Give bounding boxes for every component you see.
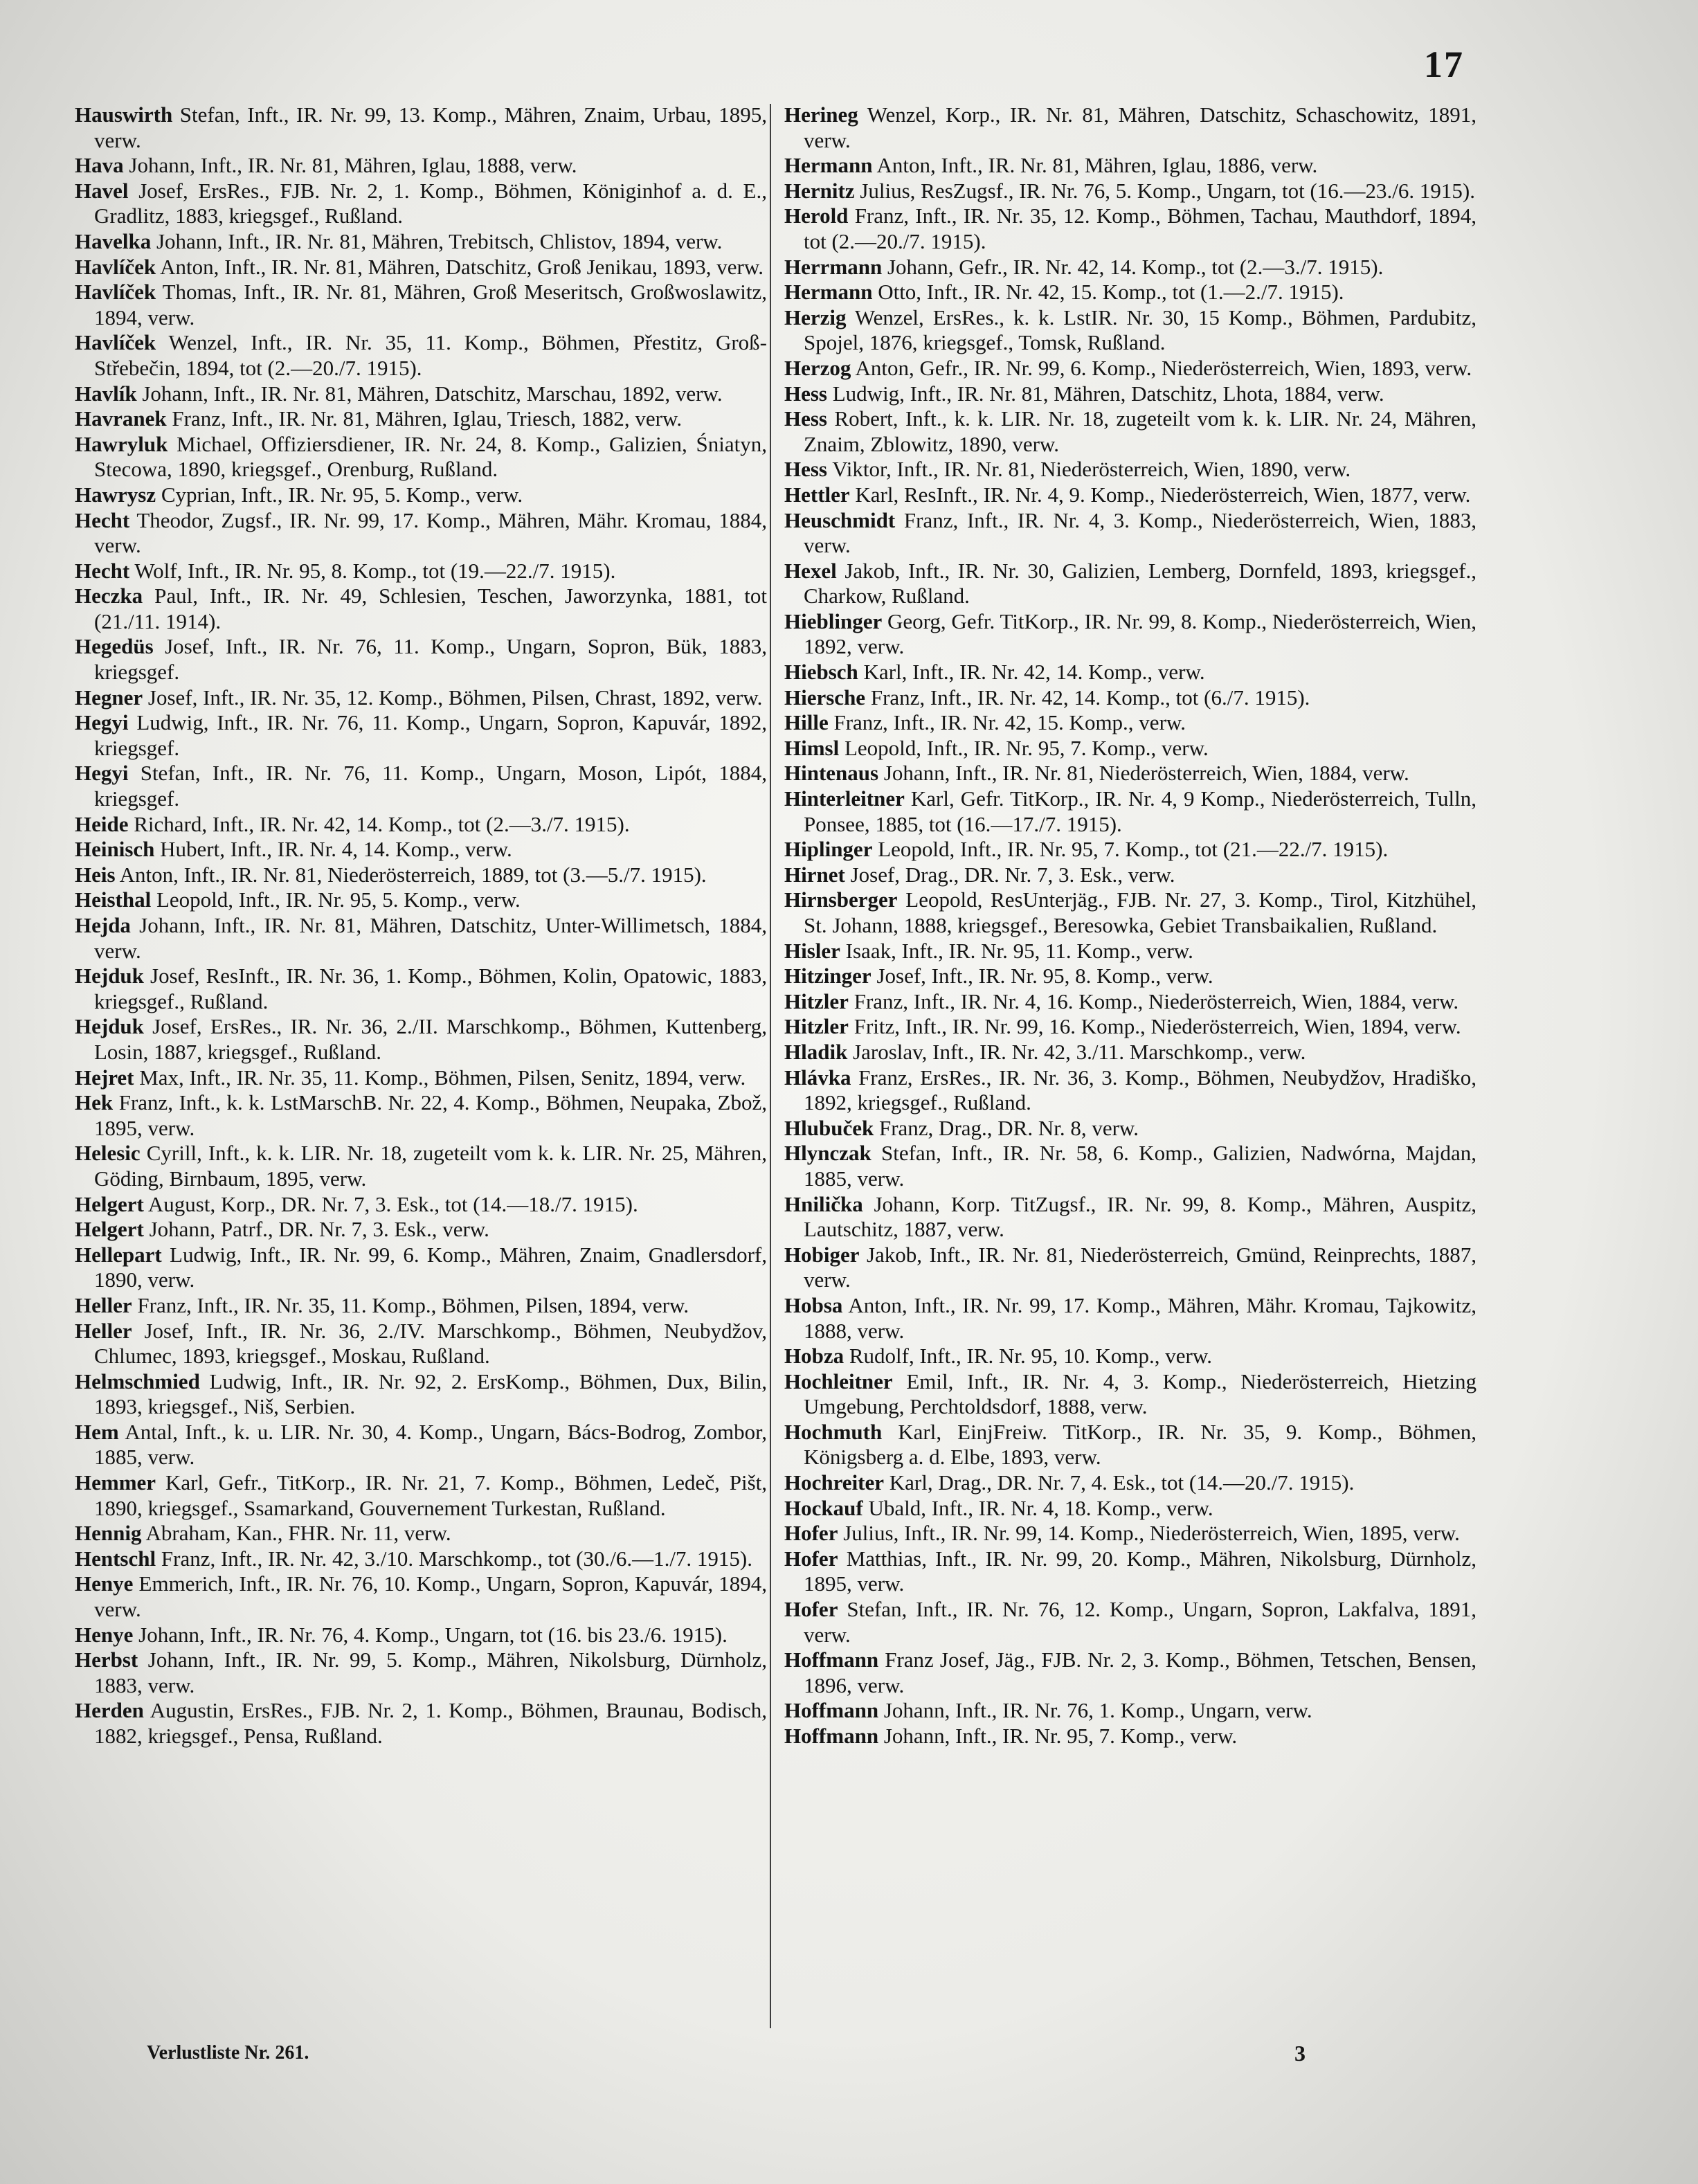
list-entry <box>75 964 767 1014</box>
left-column <box>75 102 767 1749</box>
entry-surname: Havranek <box>75 406 167 431</box>
entry-details: Franz, Inft., IR. Nr. 4, 3. Komp., Niederösterreich, Wien, 1883, verw. <box>804 507 1477 558</box>
entry-details: Thomas, Inft., IR. Nr. 81, Mähren, Groß Meseritsch, Großwoslawitz, 1894, verw. <box>94 280 767 330</box>
list-entry <box>75 255 767 280</box>
list-entry <box>784 710 1476 736</box>
entry-surname: Hochleitner <box>784 1369 893 1393</box>
footer-signature: 3 <box>1294 2041 1306 2066</box>
entry-details: Richard, Inft., IR. Nr. 42, 14. Komp., tot (2.—3./7. 1915). <box>134 811 630 836</box>
entry-surname: Hieblinger <box>784 608 883 633</box>
entry-surname: Hegedüs <box>75 634 154 659</box>
entry-details: Leopold, Inft., IR. Nr. 95, 5. Komp., verw. <box>156 887 521 912</box>
entry-details: Johann, Inft., IR. Nr. 76, 1. Komp., Ungarn, verw. <box>883 1698 1312 1723</box>
entry-details: Julius, Inft., IR. Nr. 99, 14. Komp., Niederösterreich, Wien, 1895, verw. <box>843 1521 1460 1546</box>
list-entry <box>784 1293 1476 1344</box>
entry-details: Josef, ErsRes., FJB. Nr. 2, 1. Komp., Böhmen, Königinhof a. d. E., Gradlitz, 1883, kriegsgef., Rußland. <box>94 178 767 228</box>
entry-details: Johann, Inft., IR. Nr. 81, Mähren, Datschitz, Marschau, 1892, verw. <box>142 381 723 406</box>
entry-surname: Hava <box>75 153 124 178</box>
entry-surname: Hlynczak <box>784 1141 871 1166</box>
entry-surname: Hiersche <box>784 685 866 710</box>
list-entry <box>75 1521 767 1546</box>
entry-details: Karl, Inft., IR. Nr. 42, 14. Komp., verw. <box>863 660 1205 685</box>
entry-details: Stefan, Inft., IR. Nr. 76, 11. Komp., Ungarn, Moson, Lipót, 1884, kriegsgef. <box>94 761 767 811</box>
list-entry <box>784 964 1476 989</box>
column-divider <box>770 104 771 2028</box>
entry-details: Anton, Gefr., IR. Nr. 99, 6. Komp., Niederösterreich, Wien, 1893, verw. <box>855 355 1472 380</box>
entry-surname: Hochmuth <box>784 1419 883 1444</box>
entry-details: Josef, ErsRes., IR. Nr. 36, 2./II. Marschkomp., Böhmen, Kuttenberg, Losin, 1887, kriegsgef., Rußland. <box>94 1014 767 1064</box>
entry-surname: Hofer <box>784 1521 838 1546</box>
entry-details: Franz, Inft., IR. Nr. 42, 3./10. Marschkomp., tot (30./6.—1./7. 1915). <box>161 1546 753 1571</box>
entry-details: Johann, Inft., IR. Nr. 95, 7. Komp., verw. <box>883 1724 1238 1748</box>
entry-details: Wenzel, ErsRes., k. k. LstIR. Nr. 30, 15 Komp., Böhmen, Pardubitz, Spojel, 1876, kriegsgef., Tomsk, Rußland. <box>804 305 1476 355</box>
entry-surname: Hejda <box>75 913 131 937</box>
entry-details: Franz, Drag., DR. Nr. 8, verw. <box>878 1115 1139 1140</box>
list-entry <box>784 609 1476 660</box>
list-entry <box>784 356 1476 381</box>
entry-surname: Hnilička <box>784 1191 863 1216</box>
entry-surname: Hauswirth <box>75 102 173 127</box>
entry-details: Karl, EinjFreiw. TitKorp., IR. Nr. 35, 9. Komp., Böhmen, Königsberg a. d. Elbe, 1893, verw. <box>804 1419 1477 1470</box>
entry-details: August, Korp., DR. Nr. 7, 3. Esk., tot (14.—18./7. 1915). <box>147 1191 638 1216</box>
list-entry <box>784 1369 1476 1420</box>
entry-surname: Hockauf <box>784 1495 863 1520</box>
list-entry <box>784 1420 1476 1470</box>
entry-details: Augustin, ErsRes., FJB. Nr. 2, 1. Komp., Böhmen, Braunau, Bodisch, 1882, kriegsgef., Pensa, Rußland. <box>94 1698 767 1748</box>
list-entry <box>784 1470 1476 1496</box>
list-entry <box>75 1065 767 1091</box>
list-entry <box>75 1369 767 1420</box>
entry-details: Stefan, Inft., IR. Nr. 58, 6. Komp., Galizien, Nadwórna, Majdan, 1885, verw. <box>804 1141 1476 1191</box>
entry-details: Johann, Inft., IR. Nr. 76, 4. Komp., Ungarn, tot (16. bis 23./6. 1915). <box>138 1622 728 1647</box>
list-entry <box>75 913 767 964</box>
list-entry <box>75 812 767 838</box>
entry-details: Anton, Inft., IR. Nr. 81, Niederösterreich, 1889, tot (3.—5./7. 1915). <box>119 862 707 887</box>
list-entry <box>784 761 1476 786</box>
entry-details: Karl, Gefr., TitKorp., IR. Nr. 21, 7. Komp., Böhmen, Ledeč, Pišt, 1890, kriegsgef., Ssamarkand, Gouvernement Turkestan, Rußland. <box>94 1470 767 1520</box>
entry-details: Julius, ResZugsf., IR. Nr. 76, 5. Komp., Ungarn, tot (16.—23./6. 1915). <box>860 178 1475 203</box>
entry-details: Karl, Drag., DR. Nr. 7, 4. Esk., tot (14.—20./7. 1915). <box>889 1470 1355 1495</box>
entry-surname: Hegyi <box>75 710 129 735</box>
list-entry <box>75 584 767 634</box>
entry-details: Emmerich, Inft., IR. Nr. 76, 10. Komp., Ungarn, Sopron, Kapuvár, 1894, verw. <box>94 1571 767 1622</box>
list-entry <box>75 102 767 153</box>
entry-surname: Hinterleitner <box>784 786 905 811</box>
entry-surname: Henye <box>75 1571 134 1596</box>
entry-surname: Herineg <box>784 102 858 127</box>
entry-details: Fritz, Inft., IR. Nr. 99, 16. Komp., Niederösterreich, Wien, 1894, verw. <box>853 1014 1461 1039</box>
entry-details: Wolf, Inft., IR. Nr. 95, 8. Komp., tot (19.—22./7. 1915). <box>134 558 616 583</box>
entry-details: Abraham, Kan., FHR. Nr. 11, verw. <box>145 1521 451 1546</box>
list-entry <box>784 1496 1476 1522</box>
entry-surname: Havlíček <box>75 280 156 305</box>
entry-surname: Hitzler <box>784 989 849 1013</box>
entry-details: Karl, Gefr. TitKorp., IR. Nr. 4, 9 Komp., Niederösterreich, Tulln, Ponsee, 1885, tot (16.—17./7. 1915). <box>804 786 1476 836</box>
entry-details: Josef, Drag., DR. Nr. 7, 3. Esk., verw. <box>850 862 1175 887</box>
entry-surname: Hess <box>784 406 827 431</box>
entry-details: Stefan, Inft., IR. Nr. 76, 12. Komp., Ungarn, Sopron, Lakfalva, 1891, verw. <box>804 1597 1477 1647</box>
entry-details: Theodor, Zugsf., IR. Nr. 99, 17. Komp., Mähren, Mähr. Kromau, 1884, verw. <box>94 507 767 558</box>
entry-surname: Herbst <box>75 1648 138 1672</box>
entry-surname: Hernitz <box>784 178 855 203</box>
entry-surname: Hladik <box>784 1039 848 1064</box>
list-entry <box>784 1698 1476 1724</box>
entry-details: Matthias, Inft., IR. Nr. 99, 20. Komp., Mähren, Nikolsburg, Dürnholz, 1895, verw. <box>804 1546 1476 1596</box>
entry-surname: Hawrysz <box>75 482 156 507</box>
list-entry <box>75 887 767 913</box>
entry-surname: Heller <box>75 1292 132 1317</box>
entry-details: Leopold, Inft., IR. Nr. 95, 7. Komp., verw. <box>844 735 1209 760</box>
entry-details: Franz, Inft., IR. Nr. 35, 12. Komp., Böhmen, Tachau, Mauthdorf, 1894, tot (2.—20./7. 1915). <box>804 204 1477 253</box>
entry-surname: Hek <box>75 1090 114 1115</box>
entry-details: Wenzel, Korp., IR. Nr. 81, Mähren, Datschitz, Schaschowitz, 1891, verw. <box>804 102 1476 152</box>
entry-details: Ludwig, Inft., IR. Nr. 81, Mähren, Datschitz, Lhota, 1884, verw. <box>832 381 1384 406</box>
entry-surname: Hejduk <box>75 964 144 989</box>
list-entry <box>784 786 1476 837</box>
list-entry <box>75 1014 767 1065</box>
list-entry <box>75 179 767 229</box>
entry-surname: Himsl <box>784 735 840 760</box>
entry-details: Jakob, Inft., IR. Nr. 30, Galizien, Lemberg, Dornfeld, 1893, kriegsgef., Charkow, Rußland. <box>804 558 1476 608</box>
entry-details: Karl, ResInft., IR. Nr. 4, 9. Komp., Niederösterreich, Wien, 1877, verw. <box>855 482 1471 507</box>
list-entry <box>784 457 1476 482</box>
entry-surname: Heller <box>75 1318 132 1343</box>
entry-details: Leopold, Inft., IR. Nr. 95, 7. Komp., tot (21.—22./7. 1915). <box>878 837 1389 862</box>
entry-details: Cyrill, Inft., k. k. LIR. Nr. 18, zugeteilt vom k. k. LIR. Nr. 25, Mähren, Göding, Birnbaum, 1895, verw. <box>94 1141 768 1191</box>
entry-details: Josef, Inft., IR. Nr. 95, 8. Komp., verw. <box>876 964 1213 989</box>
list-entry <box>784 559 1476 609</box>
entry-surname: Hitzinger <box>784 964 871 989</box>
entry-surname: Hegner <box>75 685 143 710</box>
entry-surname: Hecht <box>75 558 130 583</box>
entry-surname: Hobsa <box>784 1292 843 1317</box>
list-entry <box>784 255 1476 280</box>
right-column <box>784 102 1476 1749</box>
entry-details: Ludwig, Inft., IR. Nr. 76, 11. Komp., Ungarn, Sopron, Kapuvár, 1892, kriegsgef. <box>94 710 767 760</box>
list-entry <box>75 1571 767 1622</box>
entry-details: Johann, Inft., IR. Nr. 81, Mähren, Iglau, 1888, verw. <box>129 153 577 178</box>
entry-surname: Hobiger <box>784 1242 860 1267</box>
entry-surname: Hegyi <box>75 761 129 786</box>
list-entry <box>784 381 1476 407</box>
entry-surname: Hejduk <box>75 1014 144 1039</box>
list-entry <box>784 406 1476 457</box>
entry-details: Viktor, Inft., IR. Nr. 81, Niederösterreich, Wien, 1890, verw. <box>832 457 1351 482</box>
entry-details: Josef, ResInft., IR. Nr. 36, 1. Komp., Böhmen, Kolin, Opatowic, 1883, kriegsgef., Rußland. <box>94 964 767 1013</box>
entry-details: Ubald, Inft., IR. Nr. 4, 18. Komp., verw. <box>868 1495 1213 1520</box>
list-entry <box>784 1065 1476 1116</box>
entry-details: Johann, Inft., IR. Nr. 81, Niederösterreich, Wien, 1884, verw. <box>883 761 1409 786</box>
entry-surname: Hexel <box>784 558 837 583</box>
entry-details: Ludwig, Inft., IR. Nr. 92, 2. ErsKomp., Böhmen, Dux, Bilin, 1893, kriegsgef., Niš, Serbien. <box>94 1369 767 1419</box>
list-entry <box>75 1319 767 1369</box>
list-entry <box>75 559 767 584</box>
entry-surname: Hem <box>75 1419 119 1444</box>
entry-surname: Hemmer <box>75 1470 156 1495</box>
list-entry <box>784 685 1476 711</box>
entry-details: Stefan, Inft., IR. Nr. 99, 13. Komp., Mähren, Znaim, Urbau, 1895, verw. <box>94 102 767 152</box>
list-entry <box>75 1243 767 1293</box>
list-entry <box>784 1040 1476 1065</box>
entry-details: Johann, Gefr., IR. Nr. 42, 14. Komp., tot (2.—3./7. 1915). <box>887 254 1384 279</box>
entry-details: Josef, Inft., IR. Nr. 76, 11. Komp., Ungarn, Sopron, Bük, 1883, kriegsgef. <box>94 634 768 685</box>
entry-details: Johann, Inft., IR. Nr. 81, Mähren, Trebitsch, Chlistov, 1894, verw. <box>156 228 723 253</box>
list-entry <box>784 1597 1476 1648</box>
entry-details: Otto, Inft., IR. Nr. 42, 15. Komp., tot (1.—2./7. 1915). <box>878 280 1344 305</box>
entry-surname: Havel <box>75 178 129 203</box>
entry-details: Franz, Inft., IR. Nr. 81, Mähren, Iglau, Triesch, 1882, verw. <box>172 406 683 431</box>
entry-surname: Hiebsch <box>784 660 858 685</box>
list-entry <box>784 1116 1476 1141</box>
entry-details: Isaak, Inft., IR. Nr. 95, 11. Komp., verw. <box>845 938 1193 963</box>
list-entry <box>75 710 767 761</box>
entry-details: Georg, Gefr. TitKorp., IR. Nr. 99, 8. Komp., Niederösterreich, Wien, 1892, verw. <box>804 608 1477 659</box>
entry-surname: Havlíček <box>75 254 156 279</box>
list-entry <box>784 1192 1476 1243</box>
entry-details: Emil, Inft., IR. Nr. 4, 3. Komp., Niederösterreich, Hietzing Umgebung, Perchtoldsdorf, 1888, verw. <box>804 1369 1476 1419</box>
entry-details: Josef, Inft., IR. Nr. 36, 2./IV. Marschkomp., Böhmen, Neubydžov, Chlumec, 1893, kriegsgef., Moskau, Rußland. <box>94 1318 767 1369</box>
entry-details: Wenzel, Inft., IR. Nr. 35, 11. Komp., Böhmen, Přestitz, Groß-Střebečin, 1894, tot (2.—20./7. 1915). <box>94 330 767 380</box>
list-entry <box>784 1014 1476 1040</box>
entry-surname: Hess <box>784 381 827 406</box>
entry-surname: Hisler <box>784 938 840 963</box>
list-entry <box>75 482 767 508</box>
entry-details: Anton, Inft., IR. Nr. 99, 17. Komp., Mähren, Mähr. Kromau, Tajkowitz, 1888, verw. <box>804 1292 1476 1343</box>
entry-details: Anton, Inft., IR. Nr. 81, Mähren, Datschitz, Groß Jenikau, 1893, verw. <box>160 254 764 279</box>
entry-surname: Hawryluk <box>75 431 168 456</box>
entry-details: Jakob, Inft., IR. Nr. 81, Niederösterreich, Gmünd, Reinprechts, 1887, verw. <box>804 1242 1476 1292</box>
list-entry <box>75 1470 767 1521</box>
list-entry <box>75 761 767 811</box>
entry-surname: Heuschmidt <box>784 507 896 532</box>
entry-surname: Hermann <box>784 280 873 305</box>
list-entry <box>75 153 767 179</box>
list-entry <box>75 1546 767 1572</box>
entry-surname: Heisthal <box>75 887 152 912</box>
list-entry <box>784 1521 1476 1546</box>
list-entry <box>784 736 1476 761</box>
entry-details: Franz, Inft., k. k. LstMarschB. Nr. 22, 4. Komp., Böhmen, Neupaka, Zbož, 1895, verw. <box>94 1090 768 1140</box>
entry-details: Antal, Inft., k. u. LIR. Nr. 30, 4. Komp., Ungarn, Bács-Bodrog, Zombor, 1885, verw. <box>94 1419 767 1470</box>
entry-surname: Hermann <box>784 153 873 178</box>
entry-details: Jaroslav, Inft., IR. Nr. 42, 3./11. Marschkomp., verw. <box>853 1039 1306 1064</box>
list-entry <box>75 1141 767 1191</box>
entry-details: Franz Josef, Jäg., FJB. Nr. 2, 3. Komp., Böhmen, Tetschen, Bensen, 1896, verw. <box>804 1648 1476 1697</box>
entry-surname: Helgert <box>75 1191 144 1216</box>
list-entry <box>784 179 1476 204</box>
list-entry <box>75 837 767 863</box>
footer-source: Verlustliste Nr. 261. <box>147 2042 309 2064</box>
entry-surname: Hintenaus <box>784 761 879 786</box>
entry-surname: Heinisch <box>75 837 155 862</box>
entry-surname: Herzig <box>784 305 847 330</box>
list-entry <box>75 685 767 711</box>
list-entry <box>75 330 767 381</box>
entry-details: Michael, Offiziersdiener, IR. Nr. 24, 8. Komp., Galizien, Śniatyn, Stecowa, 1890, kriegsgef., Orenburg, Rußland. <box>94 431 767 482</box>
entry-details: Anton, Inft., IR. Nr. 81, Mähren, Iglau, 1886, verw. <box>876 153 1318 178</box>
entry-surname: Herrmann <box>784 254 883 279</box>
list-entry <box>784 1141 1476 1191</box>
list-entry <box>75 280 767 330</box>
entry-surname: Hejret <box>75 1065 134 1090</box>
entry-surname: Hellepart <box>75 1242 162 1267</box>
entry-details: Cyprian, Inft., IR. Nr. 95, 5. Komp., verw. <box>161 482 523 507</box>
entry-surname: Hlubuček <box>784 1115 874 1140</box>
list-entry <box>75 1293 767 1319</box>
entry-surname: Hlávka <box>784 1065 851 1090</box>
list-entry <box>75 1698 767 1749</box>
entry-details: Johann, Korp. TitZugsf., IR. Nr. 99, 8. Komp., Mähren, Auspitz, Lautschitz, 1887, verw. <box>804 1191 1477 1242</box>
list-entry <box>75 406 767 432</box>
list-entry <box>784 482 1476 508</box>
entry-surname: Hitzler <box>784 1014 849 1039</box>
entry-surname: Henye <box>75 1622 134 1647</box>
entry-details: Ludwig, Inft., IR. Nr. 99, 6. Komp., Mähren, Znaim, Gnadlersdorf, 1890, verw. <box>94 1242 768 1292</box>
entry-details: Franz, Inft., IR. Nr. 42, 15. Komp., verw. <box>833 710 1186 735</box>
entry-surname: Hennig <box>75 1521 142 1546</box>
list-entry <box>75 508 767 559</box>
entry-details: Franz, Inft., IR. Nr. 42, 14. Komp., tot (6./7. 1915). <box>870 685 1310 710</box>
entry-surname: Heczka <box>75 584 143 608</box>
list-entry <box>784 1243 1476 1293</box>
entry-surname: Hess <box>784 457 827 482</box>
entry-surname: Hoffmann <box>784 1698 879 1723</box>
list-entry <box>75 1420 767 1470</box>
list-entry <box>784 280 1476 305</box>
list-entry <box>75 634 767 685</box>
page-number: 17 <box>1424 44 1464 85</box>
entry-surname: Havlík <box>75 381 137 406</box>
entry-surname: Hirnet <box>784 862 845 887</box>
list-entry <box>784 837 1476 863</box>
list-entry <box>75 1192 767 1218</box>
entry-surname: Hecht <box>75 507 130 532</box>
entry-surname: Heide <box>75 811 129 836</box>
entry-details: Franz, Inft., IR. Nr. 35, 11. Komp., Böhmen, Pilsen, 1894, verw. <box>137 1292 689 1317</box>
entry-details: Robert, Inft., k. k. LIR. Nr. 18, zugeteilt vom k. k. LIR. Nr. 24, Mähren, Znaim, Zblowitz, 1890, verw. <box>804 406 1476 456</box>
list-entry <box>784 1724 1476 1749</box>
entry-surname: Hofer <box>784 1546 838 1571</box>
entry-surname: Hobza <box>784 1344 845 1369</box>
list-entry <box>75 1217 767 1243</box>
entry-surname: Hentschl <box>75 1546 156 1571</box>
list-entry <box>784 102 1476 153</box>
list-entry <box>75 381 767 407</box>
entry-details: Hubert, Inft., IR. Nr. 4, 14. Komp., verw. <box>160 837 512 862</box>
list-entry <box>75 432 767 482</box>
entry-surname: Hochreiter <box>784 1470 885 1495</box>
entry-surname: Heis <box>75 862 116 887</box>
list-entry <box>75 863 767 888</box>
entry-surname: Herold <box>784 204 849 228</box>
entry-surname: Hoffmann <box>784 1648 879 1672</box>
entry-details: Franz, Inft., IR. Nr. 4, 16. Komp., Niederösterreich, Wien, 1884, verw. <box>853 989 1459 1013</box>
entry-details: Paul, Inft., IR. Nr. 49, Schlesien, Teschen, Jaworzynka, 1881, tot (21./11. 1914). <box>94 584 767 633</box>
list-entry <box>75 1648 767 1698</box>
entry-surname: Herzog <box>784 355 851 380</box>
entry-details: Franz, ErsRes., IR. Nr. 36, 3. Komp., Böhmen, Neubydžov, Hradiško, 1892, kriegsgef., Rußland. <box>804 1065 1476 1115</box>
entry-surname: Hille <box>784 710 829 735</box>
entry-details: Leopold, ResUnterjäg., FJB. Nr. 27, 3. Komp., Tirol, Kitzhühel, St. Johann, 1888, kriegsgef., Beresowka, Gebiet Transbaikalien, Rußland. <box>804 887 1477 937</box>
entry-details: Max, Inft., IR. Nr. 35, 11. Komp., Böhmen, Pilsen, Senitz, 1894, verw. <box>139 1065 746 1090</box>
list-entry <box>784 1344 1476 1369</box>
entry-details: Johann, Inft., IR. Nr. 81, Mähren, Datschitz, Unter-Willimetsch, 1884, verw. <box>94 913 767 963</box>
entry-surname: Herden <box>75 1698 144 1723</box>
list-entry <box>75 1090 767 1141</box>
entry-surname: Hettler <box>784 482 850 507</box>
entry-surname: Hofer <box>784 1597 838 1622</box>
list-entry <box>784 508 1476 559</box>
entry-surname: Helmschmied <box>75 1369 200 1393</box>
entry-surname: Hiplinger <box>784 837 873 862</box>
list-entry <box>784 153 1476 179</box>
list-entry <box>784 939 1476 964</box>
list-entry <box>75 229 767 255</box>
entry-surname: Helgert <box>75 1217 144 1242</box>
entry-surname: Havlíček <box>75 330 156 355</box>
entry-details: Rudolf, Inft., IR. Nr. 95, 10. Komp., verw. <box>849 1344 1212 1369</box>
entry-details: Johann, Inft., IR. Nr. 99, 5. Komp., Mähren, Nikolsburg, Dürnholz, 1883, verw. <box>94 1648 768 1697</box>
list-entry <box>784 305 1476 356</box>
list-entry <box>784 887 1476 938</box>
list-entry <box>784 204 1476 254</box>
list-entry <box>75 1623 767 1648</box>
list-entry <box>784 1546 1476 1597</box>
entry-surname: Hirnsberger <box>784 887 898 912</box>
list-entry <box>784 989 1476 1015</box>
list-entry <box>784 660 1476 685</box>
entry-surname: Helesic <box>75 1141 141 1166</box>
entry-surname: Havelka <box>75 228 152 253</box>
entry-details: Josef, Inft., IR. Nr. 35, 12. Komp., Böhmen, Pilsen, Chrast, 1892, verw. <box>147 685 763 710</box>
entry-details: Johann, Patrf., DR. Nr. 7, 3. Esk., verw. <box>149 1217 489 1242</box>
list-entry <box>784 863 1476 888</box>
list-entry <box>784 1648 1476 1698</box>
entry-surname: Hoffmann <box>784 1724 879 1748</box>
